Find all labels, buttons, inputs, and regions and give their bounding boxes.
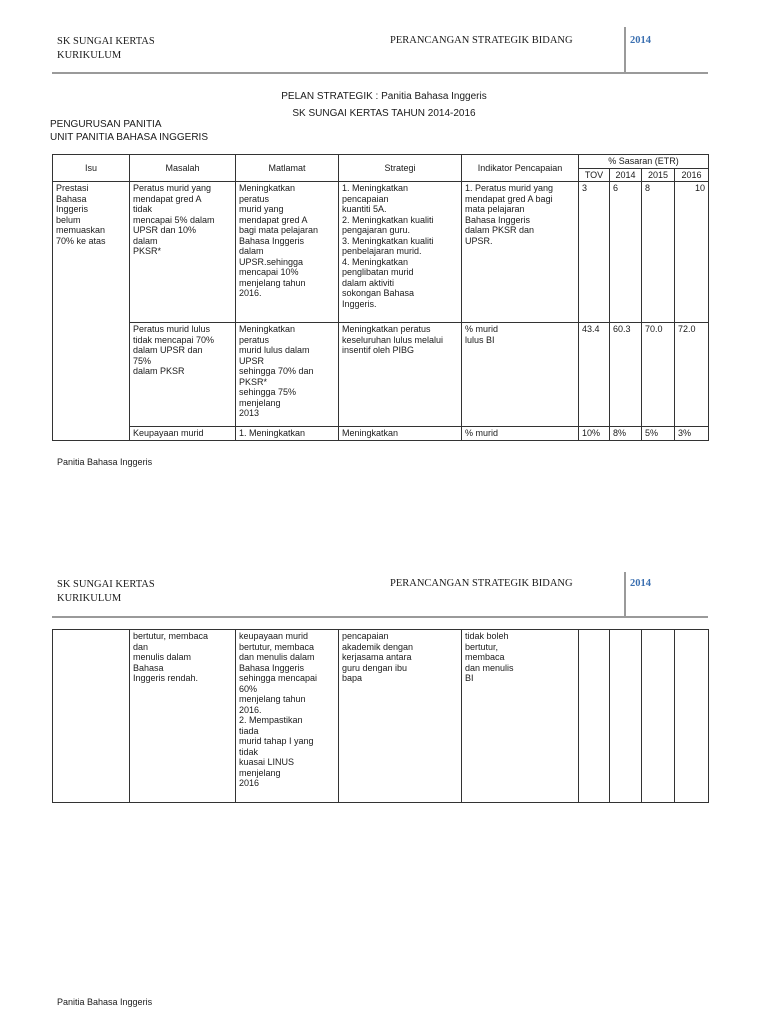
header-divider (624, 27, 626, 73)
header-divider (624, 572, 626, 618)
doc-title-line2: SK SUNGAI KERTAS TAHUN 2014-2016 (292, 108, 476, 119)
table-row (53, 630, 709, 803)
cell-2016: 72.0 (675, 323, 709, 427)
cell-indikator: 1. Peratus murid yang mendapat gred A bagi mata pelajaran Bahasa Inggeris dalam PKSR dan UPSR. (462, 182, 579, 323)
col-2015: 2015 (642, 168, 675, 182)
header-title: PERANCANGAN STRATEGIK BIDANG (390, 35, 573, 46)
cell-matlamat: keupayaan murid bertutur, membaca dan menulis dalam Bahasa Inggeris sehingga mencapai 60% menjelang tahun 2016. 2. Mempastikan tiada murid tahap I yang tidak kuasai LINUS menjelang 2016 (236, 630, 339, 803)
cell-indikator: % murid lulus BI (462, 323, 579, 427)
cell-strategi: Meningkatkan (339, 427, 462, 441)
table-row (53, 182, 709, 323)
cell-2016: 10 (675, 182, 709, 323)
doc-subtitle (50, 118, 208, 144)
header-year: 2014 (630, 35, 651, 46)
cell-2015: 8 (642, 182, 675, 323)
cell-2014: 8% (610, 427, 642, 441)
cell-isu: Prestasi Bahasa Inggeris belum memuaskan 70% ke atas (53, 182, 130, 441)
cell-indikator: % murid (462, 427, 579, 441)
page1-footer: Panitia Bahasa Inggeris (57, 457, 153, 467)
cell-masalah: bertutur, membaca dan menulis dalam Bahasa Inggeris rendah. (130, 630, 236, 803)
cell-masalah: Keupayaan murid (130, 427, 236, 441)
col-indikator: Indikator Pencapaian (462, 155, 579, 182)
col-matlamat: Matlamat (236, 155, 339, 182)
cell-matlamat: Meningkatkan peratus murid lulus dalam UPSR sehingga 70% dan PKSR* sehingga 75% menjelang 2013 (236, 323, 339, 427)
cell-2016: 3% (675, 427, 709, 441)
school-name: SK SUNGAI KERTAS (57, 36, 155, 47)
cell-2016 (675, 630, 709, 803)
header-school-p2 (57, 578, 155, 606)
unit-name: KURIKULUM (57, 593, 122, 604)
col-strategi: Strategi (339, 155, 462, 182)
header-year-p2: 2014 (630, 578, 651, 589)
cell-tov (579, 630, 610, 803)
cell-2014: 6 (610, 182, 642, 323)
header-school (57, 35, 155, 63)
school-name: SK SUNGAI KERTAS (57, 579, 155, 590)
col-2016: 2016 (675, 168, 709, 182)
header-rule (52, 616, 708, 618)
col-tov: TOV (579, 168, 610, 182)
unit-name: KURIKULUM (57, 50, 122, 61)
header-rule (52, 72, 708, 74)
cell-matlamat: 1. Meningkatkan (236, 427, 339, 441)
cell-masalah: Peratus murid yang mendapat gred A tidak mencapai 5% dalam UPSR dan 10% dalam PKSR* (130, 182, 236, 323)
cell-strategi: 1. Meningkatkan pencapaian kuantiti 5A. 2. Meningkatkan kualiti pengajaran guru. 3. Meningkatkan kualiti penbelajaran murid. 4. Meningkatkan penglibatan murid dalam aktiviti sokongan Bahasa Inggeris. (339, 182, 462, 323)
strategic-plan-table-continued (52, 629, 709, 803)
strategic-plan-table (52, 154, 709, 441)
table-row (53, 427, 709, 441)
cell-strategi: pencapaian akademik dengan kerjasama antara guru dengan ibu bapa (339, 630, 462, 803)
doc-title-line1: PELAN STRATEGIK : Panitia Bahasa Inggeris (281, 91, 487, 102)
cell-2015 (642, 630, 675, 803)
cell-isu (53, 630, 130, 803)
page2-footer: Panitia Bahasa Inggeris (57, 997, 153, 1007)
cell-2015: 70.0 (642, 323, 675, 427)
cell-matlamat: Meningkatkan peratus murid yang mendapat gred A bagi mata pelajaran Bahasa Inggeris dalam UPSR.sehingga mencapai 10% menjelang tahun 2016. (236, 182, 339, 323)
col-sasaran: % Sasaran (ETR) (579, 155, 709, 169)
sub-line2: UNIT PANITIA BAHASA INGGERIS (50, 132, 209, 143)
sub-line1: PENGURUSAN PANITIA (50, 119, 162, 130)
col-masalah: Masalah (130, 155, 236, 182)
cell-tov: 3 (579, 182, 610, 323)
cell-2014: 60.3 (610, 323, 642, 427)
table-row (53, 323, 709, 427)
table-header-row (53, 155, 709, 169)
cell-2015: 5% (642, 427, 675, 441)
cell-masalah: Peratus murid lulus tidak mencapai 70% dalam UPSR dan 75% dalam PKSR (130, 323, 236, 427)
header-title-p2: PERANCANGAN STRATEGIK BIDANG (390, 578, 573, 589)
col-2014: 2014 (610, 168, 642, 182)
cell-2014 (610, 630, 642, 803)
cell-tov: 43.4 (579, 323, 610, 427)
cell-tov: 10% (579, 427, 610, 441)
cell-strategi: Meningkatkan peratus keseluruhan lulus melalui insentif oleh PIBG (339, 323, 462, 427)
col-isu: Isu (53, 155, 130, 182)
cell-indikator: tidak boleh bertutur, membaca dan menulis BI (462, 630, 579, 803)
